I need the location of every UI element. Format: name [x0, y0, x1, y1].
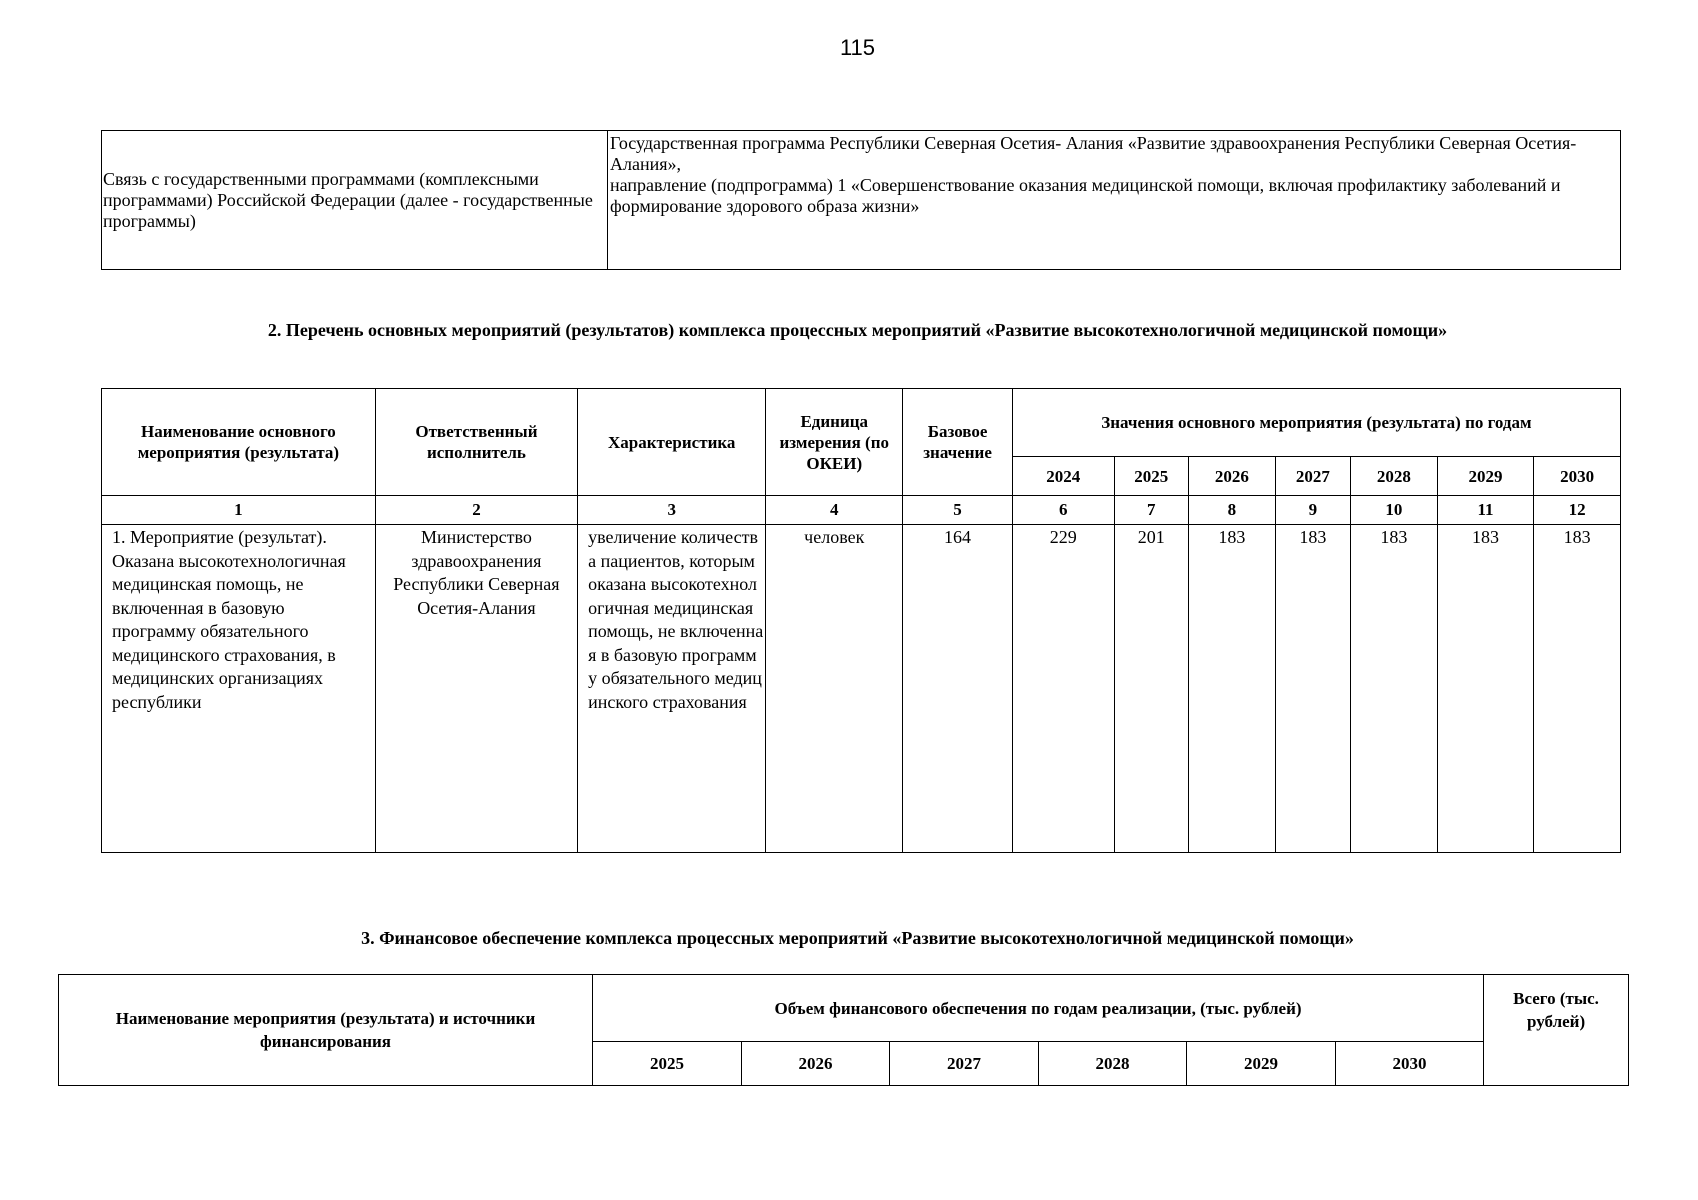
linkage-direction-text: направление (подпрограмма) 1 «Совершенствование оказания медицинской помощи, включая профилактику заболеваний и формирование здорового образа жизни»: [610, 175, 1561, 216]
column-number: 6: [1012, 496, 1114, 525]
base-value-cell: 164: [903, 525, 1013, 853]
linkage-value-cell: [608, 131, 1621, 270]
table-row: [102, 525, 1621, 853]
section-3-title: 3. Финансовое обеспечение комплекса процессных мероприятий «Развитие высокотехнологичной медицинской помощи»: [361, 928, 1354, 948]
executor-cell: Министерство здравоохранения Республики Северная Осетия-Алания: [375, 525, 577, 853]
table-header-row: [102, 389, 1621, 457]
year-value-cell: 183: [1189, 525, 1276, 853]
header-base-value: Базовое значение: [903, 389, 1013, 496]
linkage-label-cell: Связь с государственными программами (комплексными программами) Российской Федерации (далее - государственные программы): [102, 131, 608, 270]
header-finance-volume: Объем финансового обеспечения по годам реализации, (тыс. рублей): [593, 975, 1484, 1042]
table-row: [102, 131, 1621, 270]
section-2-title: 2. Перечень основных мероприятий (результатов) комплекса процессных мероприятий «Развитие высокотехнологичной медицинской помощи»: [267, 320, 1448, 340]
header-year: 2029: [1187, 1042, 1336, 1086]
column-number: 11: [1437, 496, 1534, 525]
year-value-cell: 201: [1114, 525, 1188, 853]
column-number: 3: [578, 496, 766, 525]
header-year: 2030: [1336, 1042, 1484, 1086]
column-number-row: [102, 496, 1621, 525]
header-year: 2027: [1275, 457, 1350, 496]
characteristic-cell: увеличение количества пациентов, которым оказана высокотехнологичная медицинская помощь, не включенная в базовую программу обязательного медицинского страхования: [578, 525, 766, 853]
header-year: 2025: [1114, 457, 1188, 496]
header-finance-total: Всего (тыс. рублей): [1484, 975, 1629, 1086]
header-year: 2024: [1012, 457, 1114, 496]
linkage-program-text: Государственная программа Республики Северная Осетия- Алания «Развитие здравоохранения Республики Северная Осетия-Алания»,: [610, 133, 1577, 174]
column-number: 1: [102, 496, 376, 525]
header-year: 2027: [890, 1042, 1039, 1086]
year-value-cell: 229: [1012, 525, 1114, 853]
header-year: 2028: [1351, 457, 1438, 496]
year-value-cell: 183: [1437, 525, 1534, 853]
year-value-cell: 183: [1275, 525, 1350, 853]
column-number: 12: [1534, 496, 1621, 525]
header-year: 2028: [1039, 1042, 1187, 1086]
year-value-cell: 183: [1534, 525, 1621, 853]
header-year: 2030: [1534, 457, 1621, 496]
finance-table: [58, 974, 1629, 1086]
table-header-row: [59, 975, 1629, 1042]
header-unit: Единица измерения (по ОКЕИ): [766, 389, 903, 496]
column-number: 4: [766, 496, 903, 525]
measure-name-cell: 1. Мероприятие (результат). Оказана высокотехнологичная медицинская помощь, не включенная в базовую программу обязательного медицинского страхования, в медицинских организациях республики: [102, 525, 376, 853]
header-year: 2026: [1189, 457, 1276, 496]
program-linkage-table: [101, 130, 1621, 270]
header-finance-name: Наименование мероприятия (результата) и источники финансирования: [59, 975, 593, 1086]
header-year: 2026: [742, 1042, 890, 1086]
column-number: 5: [903, 496, 1013, 525]
year-value-cell: 183: [1351, 525, 1438, 853]
column-number: 2: [375, 496, 577, 525]
header-year: 2029: [1437, 457, 1534, 496]
header-characteristic: Характеристика: [578, 389, 766, 496]
measures-table: [101, 388, 1621, 853]
header-executor: Ответственный исполнитель: [375, 389, 577, 496]
unit-cell: человек: [766, 525, 903, 853]
header-values-by-year: Значения основного мероприятия (результата) по годам: [1012, 389, 1620, 457]
page-number: 115: [839, 35, 876, 60]
column-number: 9: [1275, 496, 1350, 525]
header-measure-name: Наименование основного мероприятия (результата): [102, 389, 376, 496]
column-number: 7: [1114, 496, 1188, 525]
header-year: 2025: [593, 1042, 742, 1086]
column-number: 10: [1351, 496, 1438, 525]
column-number: 8: [1189, 496, 1276, 525]
